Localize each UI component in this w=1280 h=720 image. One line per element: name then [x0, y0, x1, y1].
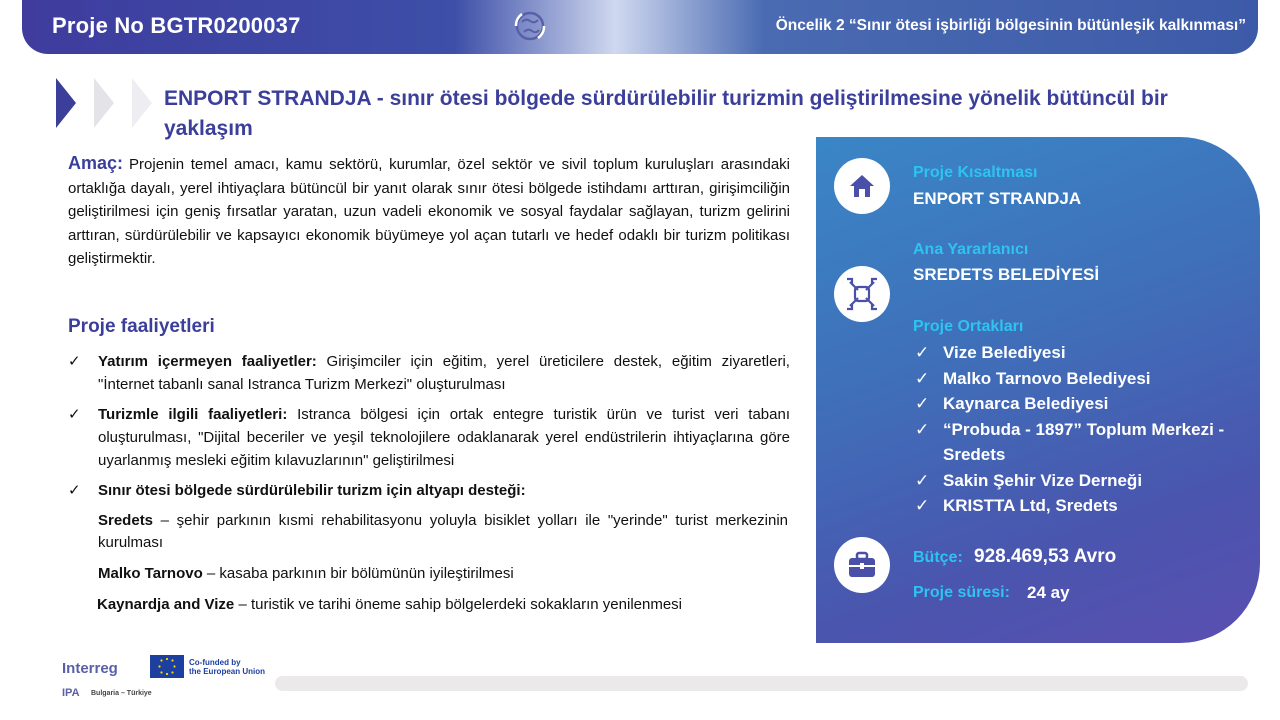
list-item [68, 403, 790, 472]
list-item [68, 479, 790, 502]
sub-activity-text: – kasaba parkının bir bölümünün iyileştirilmesi [202, 565, 514, 582]
briefcase-icon [834, 537, 890, 593]
priority-text: Öncelik 2 “Sınır ötesi işbirliği bölgesinin bütünleşik kalkınması” [775, 17, 1246, 34]
partner-name: KRISTTA Ltd, Sredets [943, 496, 1118, 515]
acronym-label: Proje Kısaltması [913, 164, 1038, 181]
activity-text: Istranca bölgesi için ortak entegre turistik ürün ve turist veri tabanı oluşturulması, "Dijital beceriler ve yeşil teknolojilere odaklanarak yerel endüstrilerin ihtiyaçlarına göre uyarlanmış mesleki eğitim kılavuzlarının" geliştirilmesi [98, 406, 790, 469]
interreg-logo [62, 650, 272, 708]
eu-text-line: Co-funded by [189, 658, 241, 667]
list-item [913, 417, 1258, 468]
handshake-icon [834, 266, 890, 322]
checkmark-icon: ✓ [915, 470, 930, 490]
page-title: ENPORT STRANDJA - sınır ötesi bölgede sürdürülebilir turizmin geliştirilmesine yönelik bütüncül bir yaklaşım [164, 87, 1168, 140]
bulgaria-turkiye-text: Bulgaria – Türkiye [91, 690, 152, 697]
budget-label: Bütçe: [913, 549, 963, 566]
sub-activity [98, 510, 788, 554]
activities-title: Proje faaliyetleri [68, 316, 215, 337]
activity-text: Girişimciler için eğitim, yerel üreticilere destek, eğitim ziyaretleri, "İnternet tabanlı sanal Istranca Turizm Merkezi" oluşturulması [98, 353, 790, 393]
eu-flag-icon [150, 655, 184, 678]
sub-activity-text: – şehir parkının kısmi rehabilitasyonu yoluyla bisiklet yolları ile "yerinde" turist merkezinin kurulması [98, 512, 788, 551]
partners-label: Proje Ortakları [913, 318, 1024, 335]
checkmark-icon: ✓ [915, 368, 930, 388]
checkmark-icon: ✓ [68, 406, 81, 423]
sub-activity [98, 563, 788, 585]
aim-paragraph [68, 152, 790, 271]
list-item [913, 366, 1258, 392]
beneficiary-label: Ana Yararlanıcı [913, 241, 1029, 258]
ipa-text: IPA [62, 687, 80, 699]
eu-text-line: the European Union [189, 667, 265, 676]
duration-value: 24 ay [1027, 583, 1070, 602]
list-item [913, 340, 1258, 366]
checkmark-icon: ✓ [68, 353, 81, 370]
activity-heading: Turizmle ilgili faaliyetleri: [98, 406, 288, 423]
checkmark-icon: ✓ [915, 419, 930, 439]
list-item [68, 350, 790, 396]
sub-activity-heading: Kaynardja and Vize [97, 596, 235, 613]
budget-value: 928.469,53 Avro [974, 546, 1117, 567]
activity-heading: Yatırım içermeyen faaliyetler: [98, 353, 317, 370]
duration-label: Proje süresi: [913, 584, 1010, 601]
partner-name: Kaynarca Belediyesi [943, 394, 1109, 413]
partner-name: Sakin Şehir Vize Derneği [943, 470, 1143, 490]
sub-activity-heading: Sredets [98, 512, 154, 529]
acronym-value: ENPORT STRANDJA [913, 189, 1082, 208]
checkmark-icon: ✓ [915, 343, 930, 362]
sub-activity [97, 594, 787, 616]
checkmark-icon: ✓ [915, 496, 930, 515]
list-item [913, 468, 1258, 494]
home-icon [834, 158, 890, 214]
sub-activity-text: – turistik ve tarihi öneme sahip bölgelerdeki sokakların yenilenmesi [234, 596, 683, 613]
aim-text: Projenin temel amacı, kamu sektörü, kurumlar, özel sektör ve sivil toplum kuruluşları arasındaki ortaklığa dayalı, yerel ihtiyaçlara bütüncül bir yanıt olarak sınır ötesi bölgede istihdamı arttıran, girişimciliğin geliştirilmesi için geniş fırsatlar yaratan, uzun vadeli ekonomik ve sosyal faydalar sağlayan, turizm gelirini arttıran, sürdürülebilir ve kapsayıcı ekonomik büyümeye yol açan tutarlı ve hedef odaklı bir turizm politikası geliştirmektir. [68, 156, 790, 267]
list-item [913, 493, 1258, 519]
eu-cofunded-text [189, 658, 265, 676]
partners-list [913, 340, 1258, 519]
checkmark-icon: ✓ [915, 394, 930, 413]
list-item [913, 391, 1258, 417]
aim-label: Amaç: [68, 153, 124, 173]
activities-list [68, 350, 790, 509]
beneficiary-value: SREDETS BELEDİYESİ [913, 265, 1100, 284]
chevron-arrows-icon [56, 78, 156, 128]
partner-name: Vize Belediyesi [943, 343, 1066, 362]
partner-name: Malko Tarnovo Belediyesi [943, 368, 1151, 388]
project-number: Proje No BGTR0200037 [52, 13, 301, 38]
partner-name: “Probuda - 1897” Toplum Merkezi - Sredets [943, 419, 1225, 464]
sub-activity-heading: Malko Tarnovo [98, 565, 203, 582]
interreg-text: Interreg [62, 660, 118, 677]
header-banner [22, 0, 1258, 54]
footer-bar [275, 676, 1248, 691]
activity-heading: Sınır ötesi bölgede sürdürülebilir turizm için altyapı desteği: [98, 482, 526, 499]
project-info-panel [816, 137, 1260, 643]
globe-icon [512, 8, 548, 44]
checkmark-icon: ✓ [68, 482, 81, 499]
